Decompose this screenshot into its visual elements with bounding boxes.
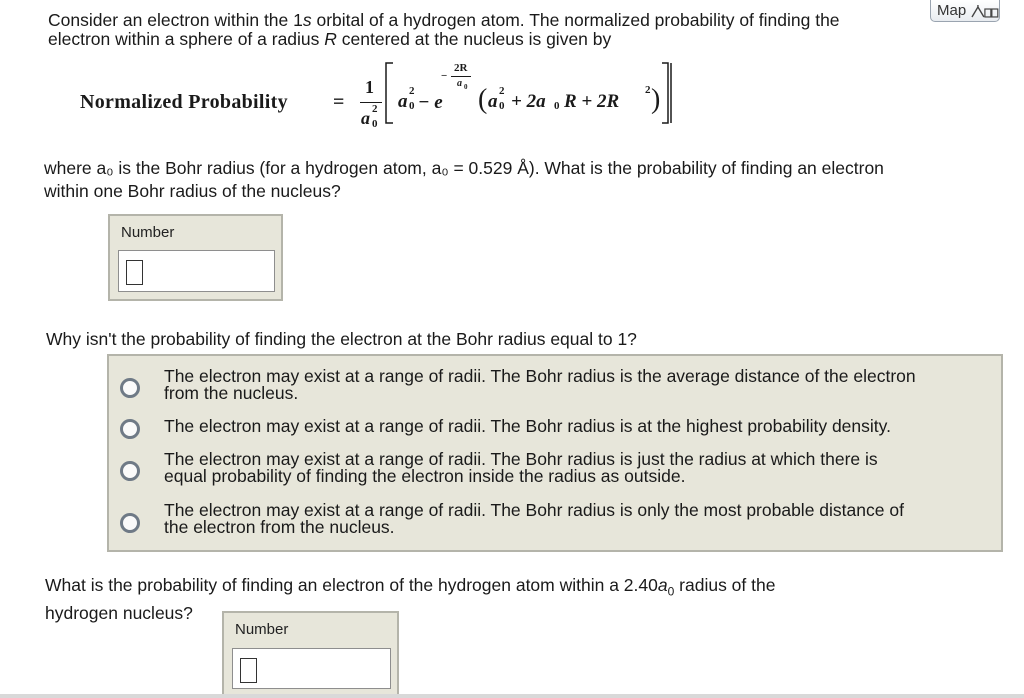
exp-bar xyxy=(451,76,471,77)
left-bracket xyxy=(383,62,395,124)
radio-button-1[interactable] xyxy=(120,378,140,398)
question2-prompt: Why isn't the probability of finding the electron at the Bohr radius equal to 1? xyxy=(46,329,637,349)
map-icon xyxy=(969,3,999,19)
probability-formula xyxy=(80,58,680,148)
question1-intro-line2: electron within a sphere of a radius R centered at the nucleus is given by xyxy=(48,29,612,49)
choice-1-text xyxy=(164,368,994,402)
frac-den-sub: 0 xyxy=(372,118,378,130)
question1-where xyxy=(44,157,1004,202)
question1-intro-line1: Consider an electron within the 1s orbital of a hydrogen atom. The normalized probability of finding the xyxy=(48,10,840,30)
where-line2: within one Bohr radius of the nucleus? xyxy=(44,181,341,201)
formula-label: Normalized Probability xyxy=(80,91,288,113)
exp-numerator: 2R xyxy=(454,62,468,74)
radio-button-3[interactable] xyxy=(120,461,140,481)
choice-2-line1: The electron may exist at a range of radii. The Bohr radius is at the highest probability density. xyxy=(164,416,891,436)
radio-button-4[interactable] xyxy=(120,513,140,533)
exp-minus: − xyxy=(441,70,448,82)
choice-2-text xyxy=(164,418,994,435)
plus-2a: + 2a xyxy=(511,91,546,112)
question3-line2: hydrogen nucleus? xyxy=(45,602,193,623)
inner-a-sup: 2 xyxy=(499,85,505,97)
term-a-sub: 0 xyxy=(409,100,415,112)
term-a-sup: 2 xyxy=(409,85,415,97)
right-paren: ) xyxy=(651,84,661,115)
map-button[interactable] xyxy=(930,0,1000,22)
choice-4-text xyxy=(164,502,994,536)
frac-bar xyxy=(360,102,382,103)
choice-3-text xyxy=(164,451,994,485)
term-a: a xyxy=(398,91,408,112)
answer-panel-1 xyxy=(108,214,283,301)
exp-den-sub: 0 xyxy=(464,83,468,91)
choice-1-line1: The electron may exist at a range of radii. The Bohr radius is the average distance of the electron xyxy=(164,366,916,386)
where-line1: where a₀ is the Bohr radius (for a hydrogen atom, a₀ = 0.529 Å). What is the probability of finding an electron xyxy=(44,158,884,178)
choice-4-line2: the electron from the nucleus. xyxy=(164,517,395,537)
question1-intro xyxy=(48,9,928,50)
inner-a: a xyxy=(488,91,498,112)
answer-label-2: Number xyxy=(235,621,289,638)
choice-1-line2: from the nucleus. xyxy=(164,383,299,403)
answer-input-2[interactable] xyxy=(232,648,391,689)
minus-e: − e xyxy=(418,92,443,113)
choices-panel xyxy=(107,354,1003,552)
answer-field-2[interactable] xyxy=(240,658,257,683)
frac-denominator: a xyxy=(361,108,370,128)
choice-3-line2: equal probability of finding the electron inside the radius as outside. xyxy=(164,466,686,486)
inner-a-sub: 0 xyxy=(499,100,505,112)
exp-denominator: a xyxy=(457,78,462,89)
r-term-sup: 2 xyxy=(645,84,651,96)
frac-numerator: 1 xyxy=(365,77,374,97)
answer-label-1: Number xyxy=(121,224,175,241)
left-paren: ( xyxy=(478,84,488,115)
r-term: R + 2R xyxy=(564,91,620,112)
bottom-divider xyxy=(0,694,1024,698)
question3-line1: What is the probability of finding an electron of the hydrogen atom within a $2.40a_0$ radius of the xyxy=(45,575,776,599)
answer-panel-2 xyxy=(222,611,399,696)
map-label: Map xyxy=(937,2,967,19)
frac-den-sup: 2 xyxy=(372,103,378,115)
right-bracket xyxy=(660,62,674,124)
formula-equals: = xyxy=(333,91,345,113)
question3-prompt xyxy=(45,574,945,624)
choice-4-line1: The electron may exist at a range of radii. The Bohr radius is only the most probable distance of xyxy=(164,500,904,520)
plus-2a-sub: 0 xyxy=(554,100,560,112)
choice-3-line1: The electron may exist at a range of radii. The Bohr radius is just the radius at which there is xyxy=(164,449,878,469)
radio-button-2[interactable] xyxy=(120,419,140,439)
answer-field-1[interactable] xyxy=(126,260,143,285)
answer-input-1[interactable] xyxy=(118,250,275,292)
